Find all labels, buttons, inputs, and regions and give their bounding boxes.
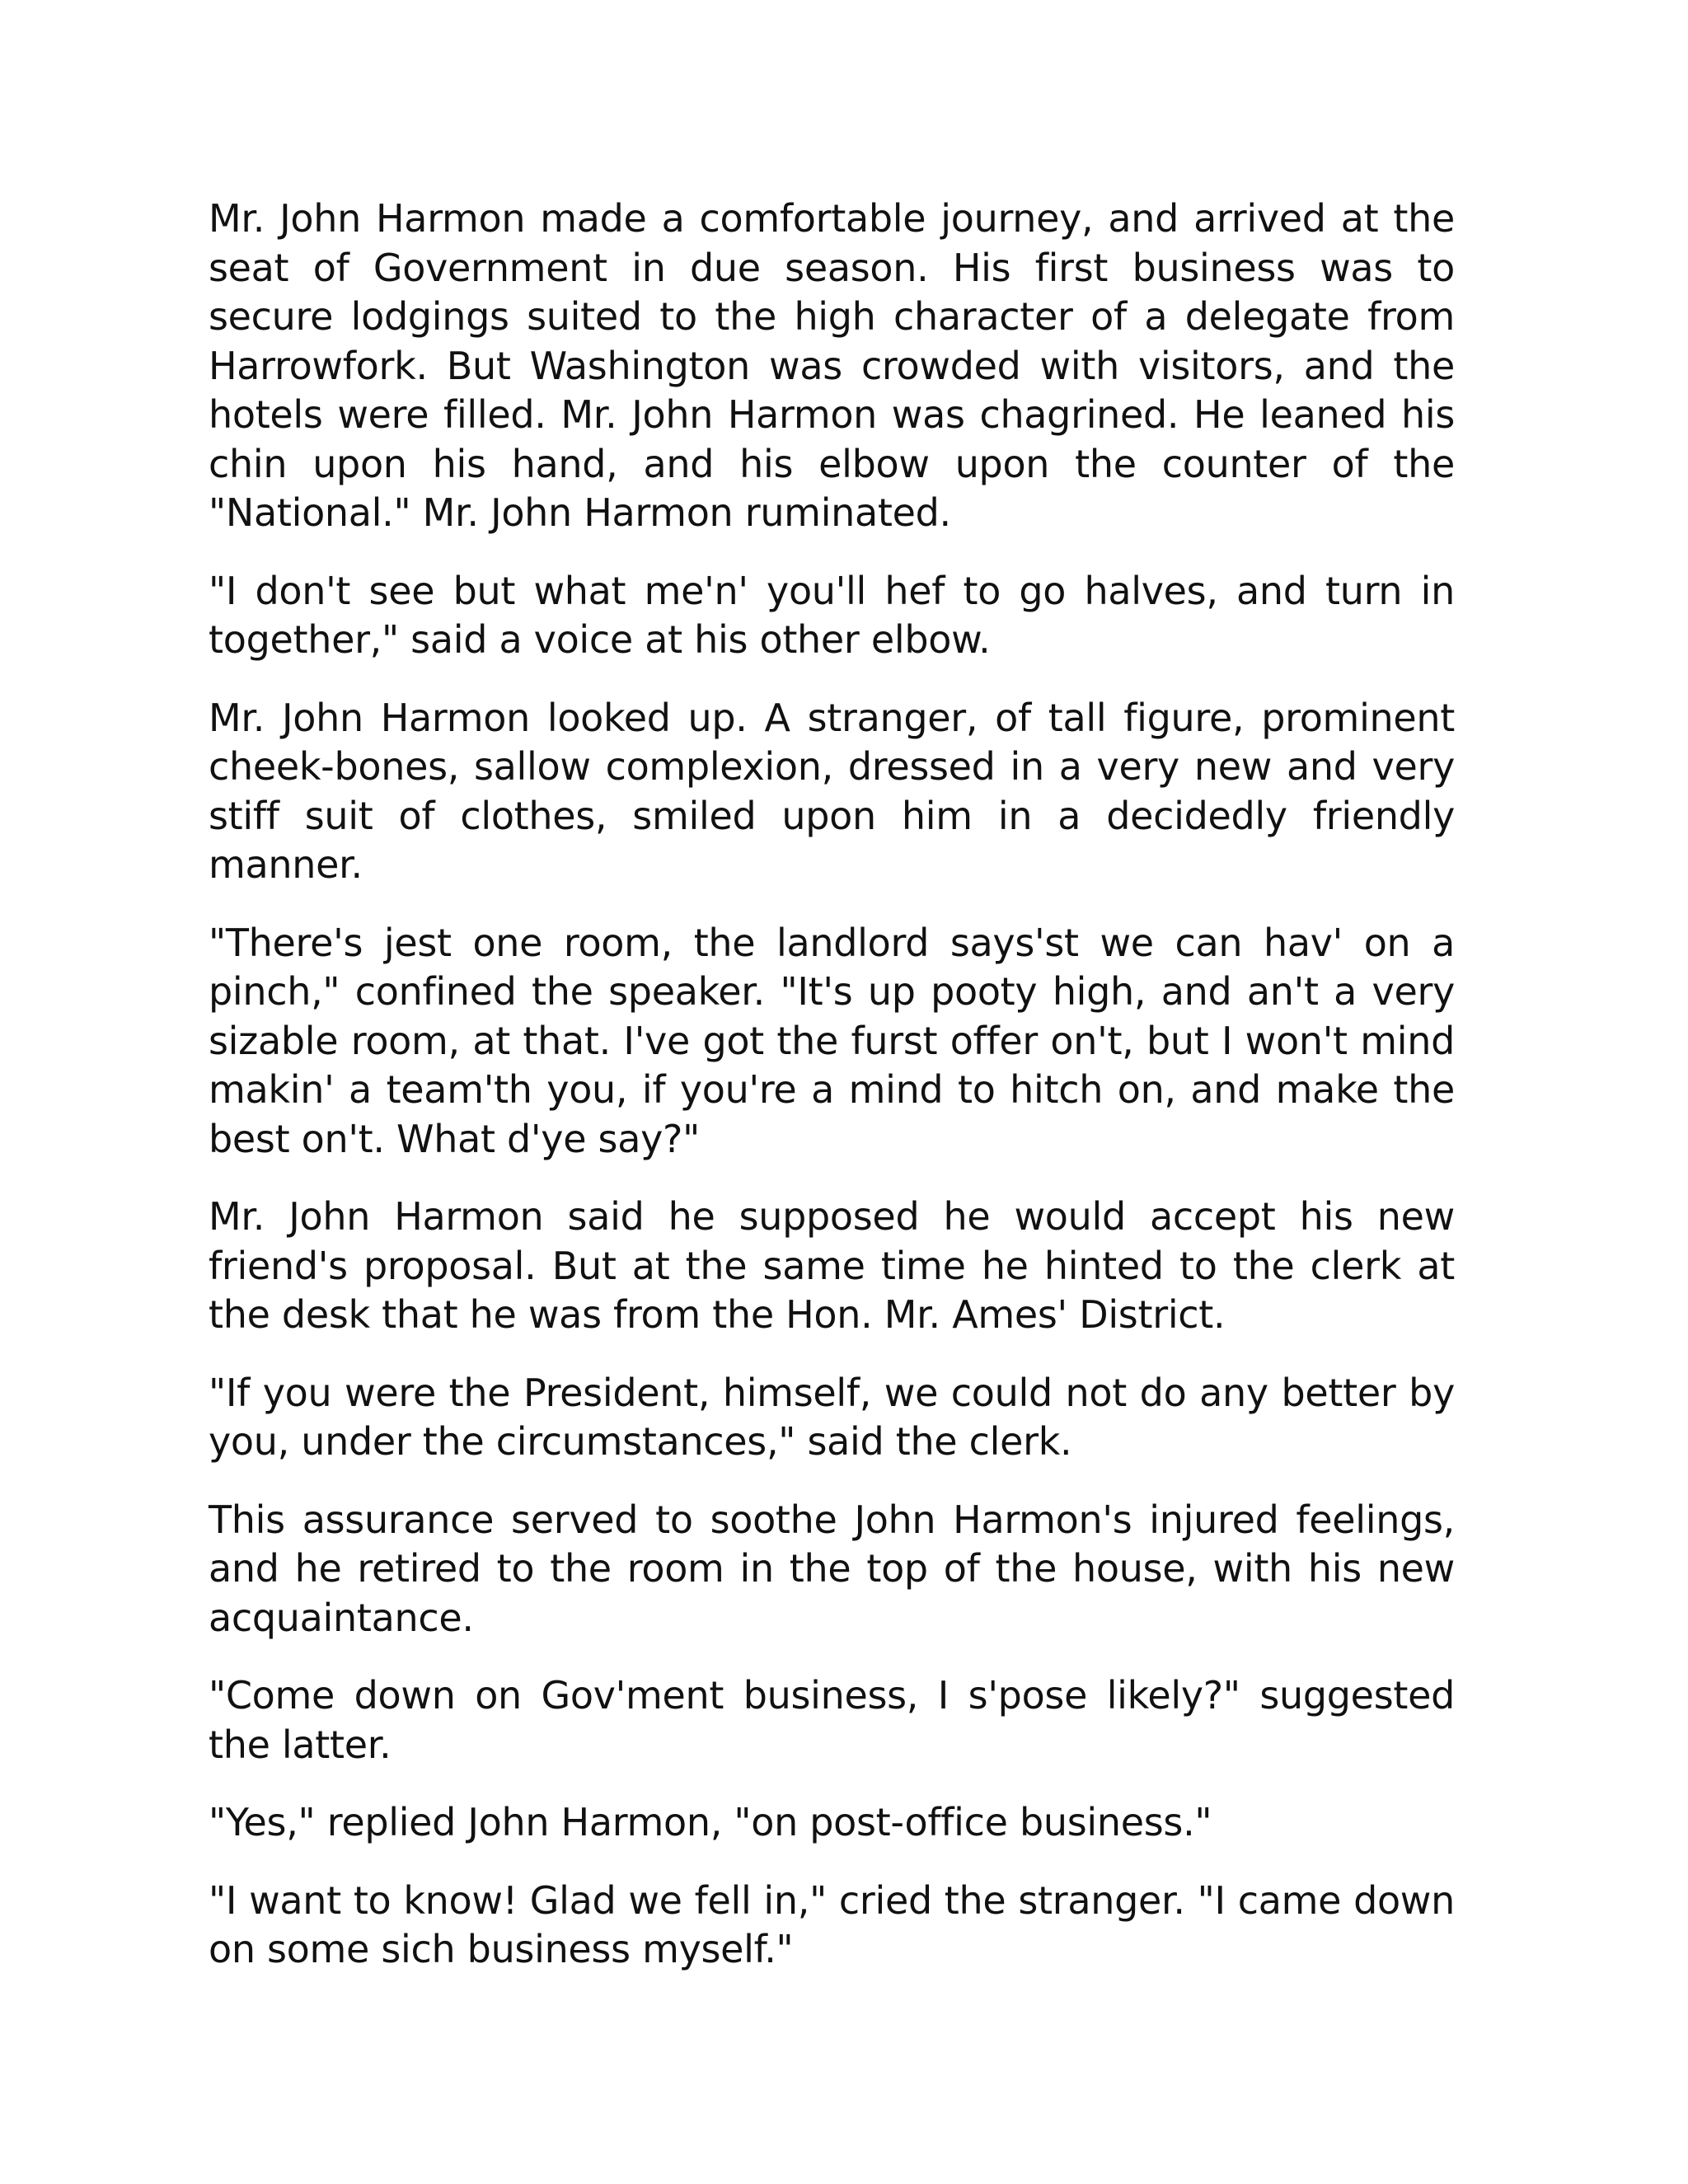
paragraph-8: "Come down on Gov'ment business, I s'pose likely?" suggested the latter. [209, 1673, 1455, 1767]
paragraph-5: Mr. John Harmon said he supposed he would accept his new friend's proposal. But at the same time he hinted to the clerk at the desk that he was from the Hon. Mr. Ames' District. [209, 1194, 1455, 1337]
page-body [209, 194, 1455, 2004]
paragraph-4: "There's jest one room, the landlord says'st we can hav' on a pinch," confined the speaker. "It's up pooty high, and an't a very sizable room, at that. I've got the furst offer on't, but I won't mind makin' a team'th you, if you're a mind to hitch on, and make the best on't. What d'ye say?" [209, 920, 1455, 1161]
paragraph-3: Mr. John Harmon looked up. A stranger, of tall figure, prominent cheek-bones, sallow complexion, dressed in a very new and very stiff suit of clothes, smiled upon him in a decidedly friendly manner. [209, 695, 1455, 887]
paragraph-7: This assurance served to soothe John Harmon's injured feelings, and he retired to the room in the top of the house, with his new acquaintance. [209, 1497, 1455, 1640]
paragraph-1: Mr. John Harmon made a comfortable journey, and arrived at the seat of Government in due season. His first business was to secure lodgings suited to the high character of a delegate from Harrowfork. But Washington was crowded with visitors, and the hotels were filled. Mr. John Harmon was chagrined. He leaned his chin upon his hand, and his elbow upon the counter of the "National." Mr. John Harmon ruminated. [209, 196, 1455, 535]
paragraph-6: "If you were the President, himself, we could not do any better by you, under the circumstances," said the clerk. [209, 1370, 1455, 1464]
paragraph-9: "Yes," replied John Harmon, "on post-office business." [209, 1800, 1212, 1844]
paragraph-2: "I don't see but what me'n' you'll hef to go halves, and turn in together," said a voice at his other elbow. [209, 568, 1455, 662]
paragraph-10: "I want to know! Glad we fell in," cried the stranger. "I came down on some sich business myself." [209, 1877, 1455, 1971]
